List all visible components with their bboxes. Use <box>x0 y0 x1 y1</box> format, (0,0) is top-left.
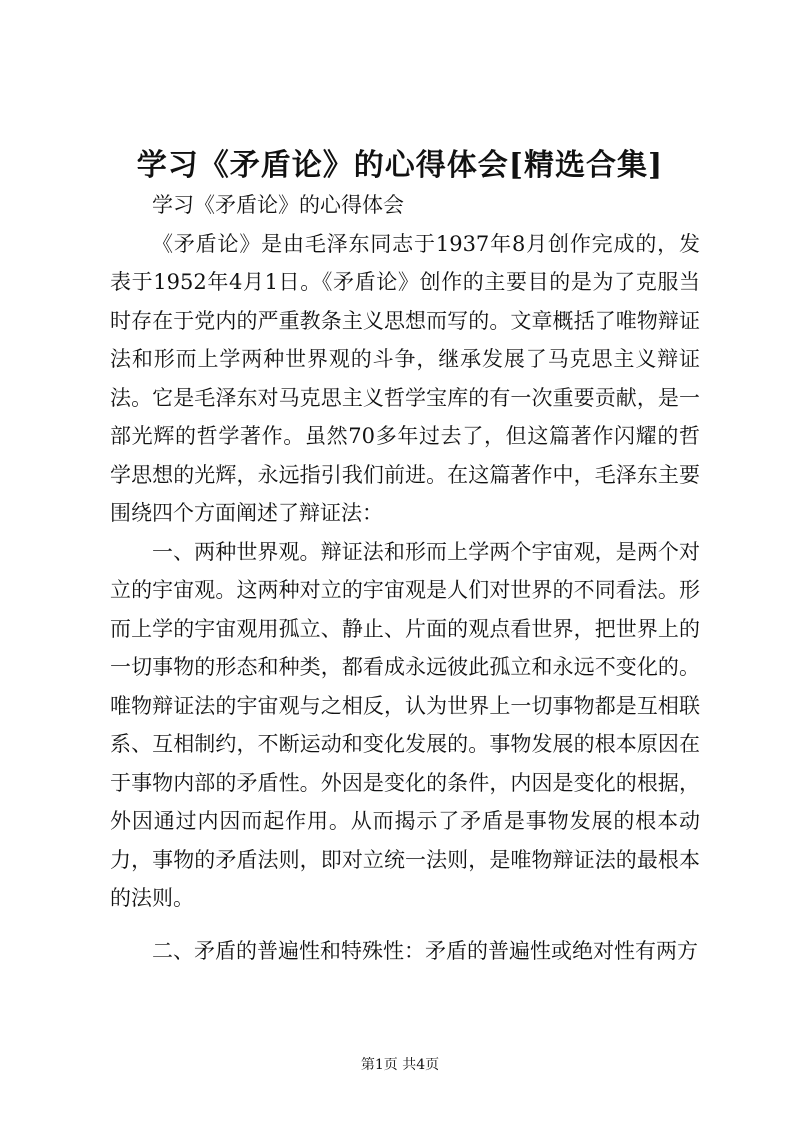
section-two-paragraph: 二、矛盾的普遍性和特殊性：矛盾的普遍性或绝对性有两方 <box>152 938 698 963</box>
page-footer: 第1页 共4页 <box>360 1057 440 1073</box>
document-title: 学习《矛盾论》的心得体会[精选合集] <box>136 148 664 183</box>
intro-paragraph: 《矛盾论》是由毛泽东同志于1937年8月创作完成的，发表于1952年4月1日。《矛盾论》创作的主要目的是为了克服当时存在于党内的严重教条主义思想而写的。文章概括了唯物辩证法和形而上学两种世界观的斗争，继承发展了马克思主义辩证法。它是毛泽东对马克思主义哲学宝库的有一次重要贡献，是一部光辉的哲学著作。虽然70多年过去了，但这篇著作闪耀的哲学思想的光辉，永远指引我们前进。在这篇著作中，毛泽东主要围绕四个方面阐述了辩证法： <box>110 231 700 525</box>
document-body <box>110 186 700 970</box>
subtitle-paragraph: 学习《矛盾论》的心得体会 <box>152 193 404 217</box>
section-one-paragraph: 一、两种世界观。辩证法和形而上学两个宇宙观，是两个对立的宇宙观。这两种对立的宇宙观是人们对世界的不同看法。形而上学的宇宙观用孤立、静止、片面的观点看世界，把世界上的一切事物的形态和种类，都看成永远彼此孤立和永远不变化的。唯物辩证法的宇宙观与之相反，认为世界上一切事物都是互相联系、互相制约，不断运动和变化发展的。事物发展的根本原因在于事物内部的矛盾性。外因是变化的条件，内因是变化的根据，外因通过内因而起作用。从而揭示了矛盾是事物发展的根本动力，事物的矛盾法则，即对立统一法则，是唯物辩证法的最根本的法则。 <box>110 539 700 910</box>
